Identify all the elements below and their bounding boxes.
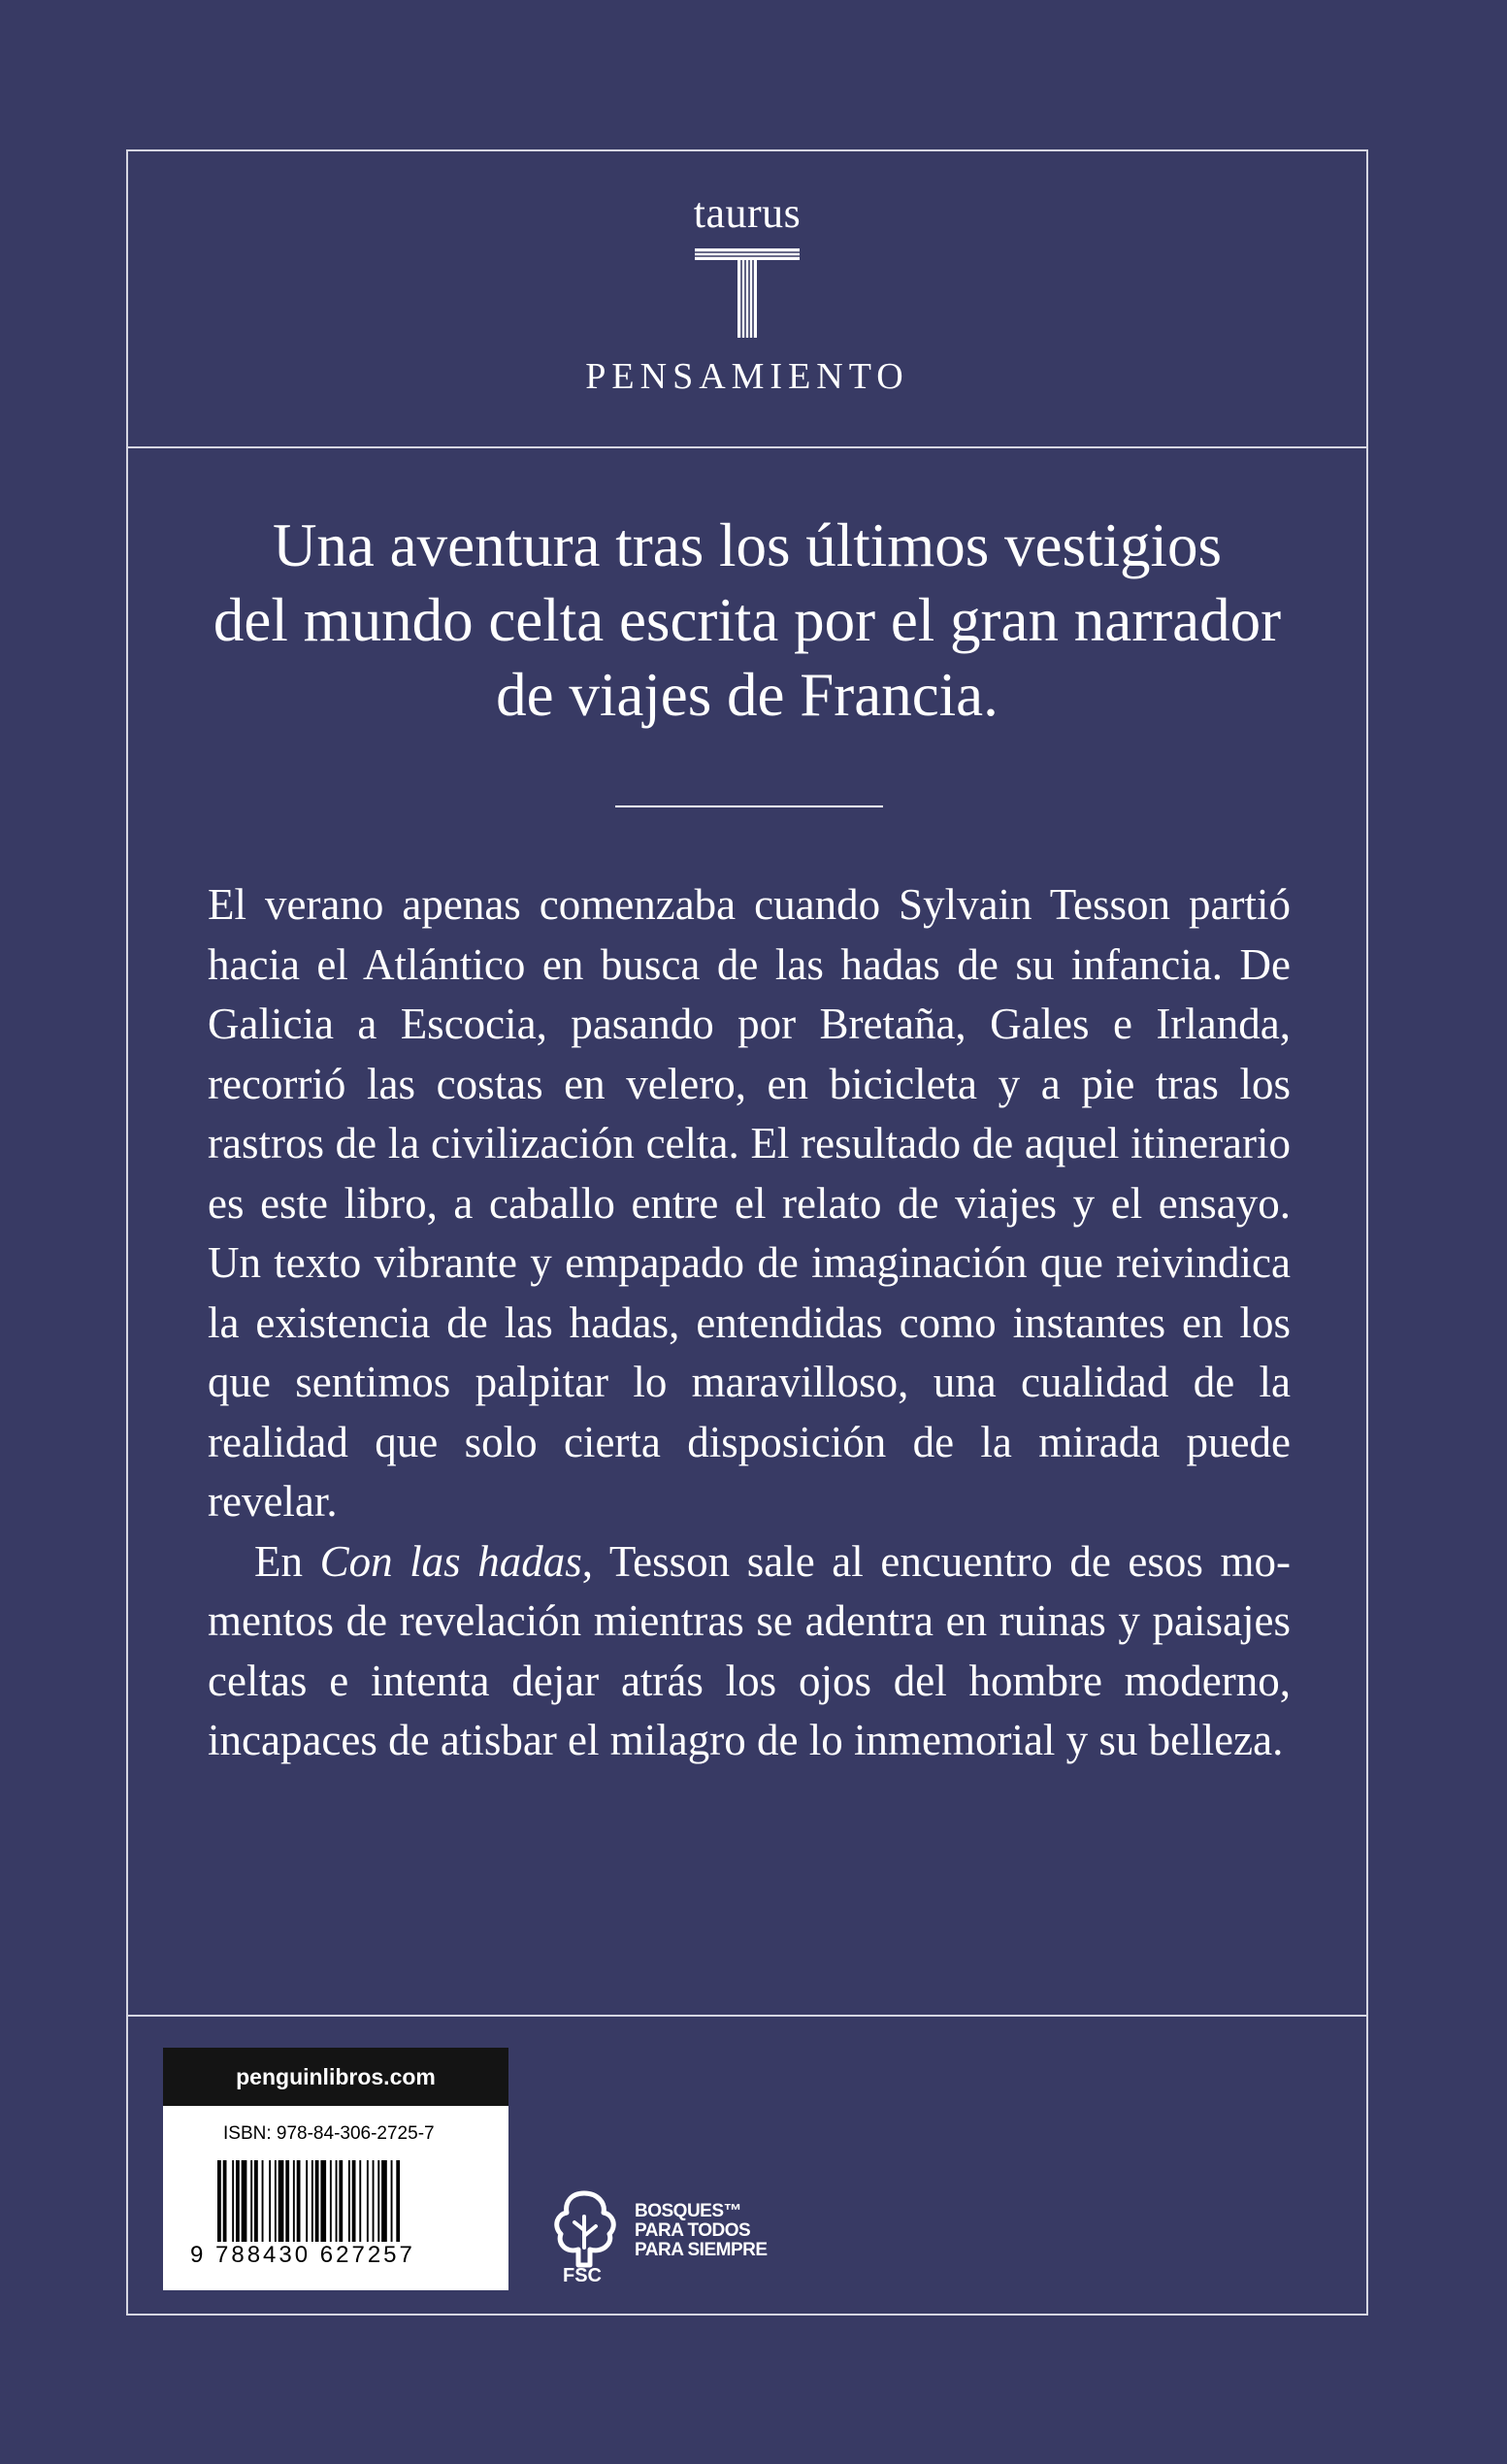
barcode-bar — [352, 2160, 356, 2242]
collection-name: PENSAMIENTO — [585, 356, 909, 397]
header-divider — [128, 446, 1366, 448]
fsc-slogan — [635, 2202, 768, 2260]
barcode-bar — [320, 2160, 326, 2242]
barcode-bar — [223, 2160, 227, 2242]
barcode-bar — [236, 2160, 240, 2242]
website-label: penguinlibros.com — [163, 2048, 508, 2106]
isbn-text: ISBN: 978-84-306-2725-7 — [223, 2123, 435, 2144]
barcode-bars — [217, 2160, 479, 2242]
barcode-digits: 9 788430 627257 — [190, 2242, 415, 2268]
barcode-bar — [232, 2160, 234, 2242]
fsc-slogan-line: PARA SIEMPRE — [635, 2240, 768, 2260]
barcode-bar — [262, 2160, 264, 2242]
barcode-bar — [311, 2160, 313, 2242]
tagline-line: de viajes de Francia. — [496, 661, 999, 729]
barcode-bar — [377, 2160, 379, 2242]
barcode-bar — [336, 2160, 338, 2242]
barcode-bar — [330, 2160, 332, 2242]
barcode-bar — [250, 2160, 252, 2242]
barcode-bar — [396, 2160, 400, 2242]
barcode-bar — [297, 2160, 301, 2242]
barcode-bar — [242, 2160, 247, 2242]
barcode-bar — [306, 2160, 308, 2242]
tagline-line: Una aventura tras los últimos vestigios — [272, 511, 1223, 579]
barcode-label — [163, 2048, 508, 2290]
fsc-slogan-line: PARA TODOS — [635, 2220, 751, 2241]
barcode-bar — [391, 2160, 393, 2242]
footer-divider — [128, 2015, 1366, 2017]
barcode-bar — [254, 2160, 258, 2242]
barcode-bar — [373, 2160, 375, 2242]
tagline-line: del mundo celta escrita por el gran narrador — [213, 586, 1282, 654]
description-paragraph: El verano apenas comenzaba cuando Sylvain Tesson partió hacia el Atlántico en busca de las hadas de su infancia. De Galicia a Escocia, pasando por Bretaña, Gales e Irlanda, recorrió las costas en velero, en bicicleta y a pie tras los rastros de la civilización celta. El resultado de aquel itinerario es este libro, a caballo entre el relato de viajes y el ensayo. Un texto vibrante y empapado de imaginación que reivindica la existencia de las hadas, entendidas como instantes en los que sentimos palpitar lo maravilloso, una cualidad de la realidad que solo cierta disposición de la mirada puede revelar. — [208, 880, 1291, 1526]
cover-frame — [126, 149, 1368, 2316]
taurus-t-icon — [693, 245, 802, 342]
fsc-slogan-line: BOSQUES™ — [635, 2201, 742, 2221]
barcode-bar — [278, 2160, 284, 2242]
barcode-bar — [293, 2160, 295, 2242]
barcode-bar — [381, 2160, 387, 2242]
publisher-logo — [128, 189, 1366, 398]
book-title: Con las hadas — [319, 1536, 582, 1586]
barcode-bar — [275, 2160, 277, 2242]
publisher-name: taurus — [693, 189, 802, 237]
barcode-bar — [359, 2160, 361, 2242]
tagline — [186, 509, 1308, 733]
paragraph-text: En — [254, 1536, 320, 1586]
barcode-bar — [339, 2160, 343, 2242]
barcode-bar — [348, 2160, 350, 2242]
barcode-bar — [217, 2160, 221, 2242]
barcode-bar — [269, 2160, 271, 2242]
description-paragraph — [208, 1532, 1291, 1771]
paragraph-text: , Tesson sale al encuentro de esos momentos de revelación mientras se adentra en ruinas y paisajes celtas e intenta dejar atrás los ojos del hombre moderno, incapaces de atisbar el milagro de lo inmemorial y su belleza. — [208, 1536, 1291, 1764]
ornamental-rule — [615, 805, 883, 807]
barcode-bar — [315, 2160, 319, 2242]
barcode-bar — [285, 2160, 289, 2242]
barcode-bar — [367, 2160, 369, 2242]
fsc-label: FSC — [563, 2265, 602, 2286]
book-description — [208, 875, 1291, 1771]
fsc-tree-icon — [545, 2187, 627, 2269]
